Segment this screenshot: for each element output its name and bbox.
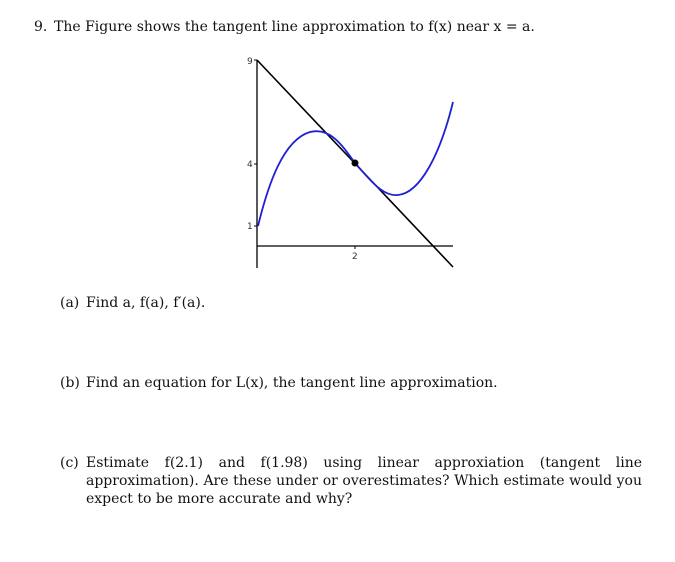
y-tick-label-4: 4 [247,160,253,170]
problem-number: 9. [34,19,48,35]
point-of-tangency [352,160,359,167]
part-b-label: (b) [60,375,80,391]
part-b-text: Find an equation for L(x), the tangent line approximation. [86,375,498,391]
part-a-text: Find a, f(a), f′(a). [86,295,206,311]
y-tick-label-9: 9 [247,57,253,67]
part-c-text: Estimate f(2.1) and f(1.98) using linear approxiation (tangent line approximation). Are these under or overestimates? Which estimate would you expect to be more accurate and why? [86,455,642,507]
part-c-label: (c) [60,455,79,471]
y-tick-label-1: 1 [247,222,253,232]
problem-statement: The Figure shows the tangent line approximation to f(x) near x = a. [54,19,535,35]
x-tick-label-2: 2 [352,252,358,262]
part-a-label: (a) [60,295,80,311]
